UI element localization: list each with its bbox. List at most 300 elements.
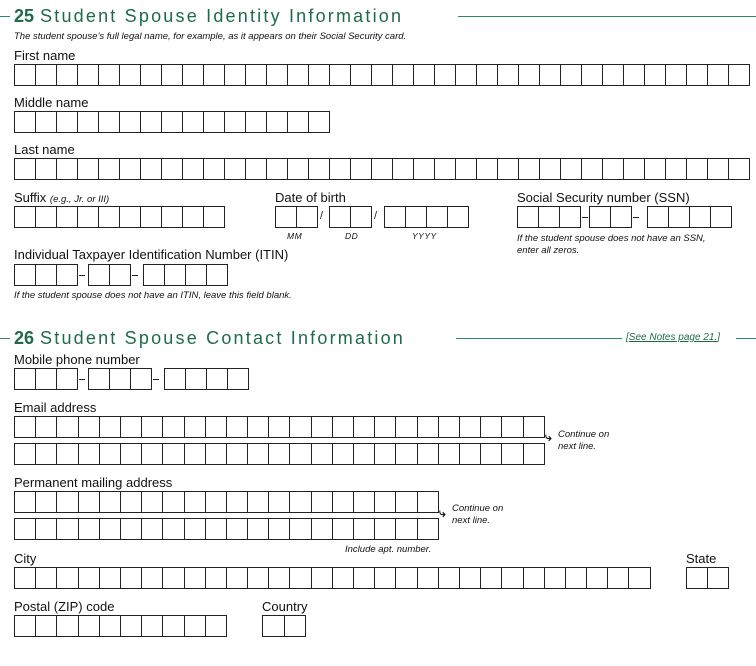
character-box[interactable] <box>140 111 162 133</box>
character-box[interactable] <box>14 111 36 133</box>
character-box[interactable] <box>226 567 248 589</box>
character-box[interactable] <box>205 567 227 589</box>
character-box[interactable] <box>308 158 330 180</box>
character-box[interactable] <box>120 518 142 540</box>
character-box[interactable] <box>14 567 36 589</box>
character-box[interactable] <box>287 111 309 133</box>
mobile-part2-field[interactable] <box>88 368 152 390</box>
character-box[interactable] <box>417 518 439 540</box>
character-box[interactable] <box>182 206 204 228</box>
character-box[interactable] <box>78 416 100 438</box>
section-25-number: 25 <box>14 6 35 26</box>
dob-month-field[interactable] <box>275 206 318 228</box>
character-box[interactable] <box>287 64 309 86</box>
character-box[interactable] <box>332 567 354 589</box>
character-box[interactable] <box>140 206 162 228</box>
character-box[interactable] <box>413 158 435 180</box>
character-box[interactable] <box>586 567 608 589</box>
character-box[interactable] <box>581 64 603 86</box>
character-box[interactable] <box>438 443 460 465</box>
character-box[interactable] <box>224 64 246 86</box>
character-box[interactable] <box>78 491 100 513</box>
character-box[interactable] <box>56 518 78 540</box>
character-box[interactable] <box>35 416 57 438</box>
character-box[interactable] <box>245 64 267 86</box>
character-box[interactable] <box>56 206 78 228</box>
character-box[interactable] <box>497 158 519 180</box>
character-box[interactable] <box>120 443 142 465</box>
character-box[interactable] <box>184 518 206 540</box>
character-box[interactable] <box>119 158 141 180</box>
character-box[interactable] <box>185 264 207 286</box>
address-line-2-field[interactable] <box>14 518 439 540</box>
character-box[interactable] <box>182 64 204 86</box>
character-box[interactable] <box>35 567 57 589</box>
character-box[interactable] <box>565 567 587 589</box>
character-box[interactable] <box>206 368 228 390</box>
character-box[interactable] <box>607 567 629 589</box>
character-box[interactable] <box>120 416 142 438</box>
character-box[interactable] <box>141 567 163 589</box>
character-box[interactable] <box>268 416 290 438</box>
character-box[interactable] <box>164 368 186 390</box>
character-box[interactable] <box>311 491 333 513</box>
character-box[interactable] <box>644 64 666 86</box>
character-box[interactable] <box>417 416 439 438</box>
character-box[interactable] <box>161 158 183 180</box>
ssn-part2-field[interactable] <box>589 206 632 228</box>
character-box[interactable] <box>205 443 227 465</box>
character-box[interactable] <box>226 443 248 465</box>
character-box[interactable] <box>99 567 121 589</box>
character-box[interactable] <box>284 615 307 637</box>
character-box[interactable] <box>501 567 523 589</box>
city-field[interactable] <box>14 567 651 589</box>
character-box[interactable] <box>245 111 267 133</box>
character-box[interactable] <box>140 158 162 180</box>
character-box[interactable] <box>628 567 650 589</box>
character-box[interactable] <box>35 368 57 390</box>
character-box[interactable] <box>559 206 581 228</box>
character-box[interactable] <box>392 158 414 180</box>
ssn-part3-field[interactable] <box>647 206 732 228</box>
character-box[interactable] <box>413 64 435 86</box>
character-box[interactable] <box>665 64 687 86</box>
address-continue-line-2: next line. <box>452 515 491 526</box>
character-box[interactable] <box>184 491 206 513</box>
character-box[interactable] <box>623 158 645 180</box>
character-box[interactable] <box>98 158 120 180</box>
character-box[interactable] <box>141 443 163 465</box>
character-box[interactable] <box>14 206 36 228</box>
character-box[interactable] <box>268 491 290 513</box>
character-box[interactable] <box>78 443 100 465</box>
character-box[interactable] <box>14 368 36 390</box>
character-box[interactable] <box>539 158 561 180</box>
character-box[interactable] <box>501 416 523 438</box>
character-box[interactable] <box>497 64 519 86</box>
state-label: State <box>686 551 717 566</box>
character-box[interactable] <box>141 518 163 540</box>
character-box[interactable] <box>35 206 57 228</box>
character-box[interactable] <box>162 518 184 540</box>
character-box[interactable] <box>109 264 131 286</box>
character-box[interactable] <box>560 158 582 180</box>
character-box[interactable] <box>77 64 99 86</box>
middle-name-field[interactable] <box>14 111 330 133</box>
character-box[interactable] <box>99 615 121 637</box>
character-box[interactable] <box>99 443 121 465</box>
character-box[interactable] <box>226 491 248 513</box>
character-box[interactable] <box>455 64 477 86</box>
character-box[interactable] <box>120 567 142 589</box>
character-box[interactable] <box>226 416 248 438</box>
character-box[interactable] <box>119 206 141 228</box>
character-box[interactable] <box>459 443 481 465</box>
character-box[interactable] <box>308 111 330 133</box>
character-box[interactable] <box>247 491 269 513</box>
character-box[interactable] <box>182 158 204 180</box>
character-box[interactable] <box>426 206 448 228</box>
character-box[interactable] <box>162 615 184 637</box>
character-box[interactable] <box>56 64 78 86</box>
zip-label: Postal (ZIP) code <box>14 599 115 614</box>
character-box[interactable] <box>476 158 498 180</box>
character-box[interactable] <box>98 111 120 133</box>
character-box[interactable] <box>447 206 469 228</box>
character-box[interactable] <box>710 206 732 228</box>
character-box[interactable] <box>184 567 206 589</box>
character-box[interactable] <box>56 158 78 180</box>
character-box[interactable] <box>203 206 225 228</box>
dob-day-field[interactable] <box>329 206 372 228</box>
character-box[interactable] <box>185 368 207 390</box>
character-box[interactable] <box>517 206 539 228</box>
character-box[interactable] <box>332 443 354 465</box>
suffix-label-text: Suffix <box>14 190 47 205</box>
character-box[interactable] <box>266 64 288 86</box>
character-box[interactable] <box>164 264 186 286</box>
character-box[interactable] <box>266 111 288 133</box>
country-field[interactable] <box>262 615 306 637</box>
character-box[interactable] <box>161 206 183 228</box>
mobile-part1-field[interactable] <box>14 368 78 390</box>
mobile-part3-field[interactable] <box>164 368 249 390</box>
character-box[interactable] <box>374 443 396 465</box>
character-box[interactable] <box>518 64 540 86</box>
character-box[interactable] <box>480 567 502 589</box>
character-box[interactable] <box>395 567 417 589</box>
character-box[interactable] <box>353 491 375 513</box>
character-box[interactable] <box>707 567 729 589</box>
character-box[interactable] <box>35 491 57 513</box>
character-box[interactable] <box>162 567 184 589</box>
character-box[interactable] <box>350 206 372 228</box>
character-box[interactable] <box>203 64 225 86</box>
itin-part3-field[interactable] <box>143 264 228 286</box>
character-box[interactable] <box>623 64 645 86</box>
character-box[interactable] <box>77 206 99 228</box>
character-box[interactable] <box>501 443 523 465</box>
character-box[interactable] <box>99 518 121 540</box>
character-box[interactable] <box>395 518 417 540</box>
notes-link-text[interactable]: See Notes page 21. <box>628 332 718 343</box>
character-box[interactable] <box>56 416 78 438</box>
character-box[interactable] <box>14 64 36 86</box>
character-box[interactable] <box>35 443 57 465</box>
character-box[interactable] <box>353 416 375 438</box>
character-box[interactable] <box>707 158 729 180</box>
character-box[interactable] <box>395 416 417 438</box>
zip-field[interactable] <box>14 615 227 637</box>
character-box[interactable] <box>455 158 477 180</box>
character-box[interactable] <box>205 491 227 513</box>
address-line-1-field[interactable] <box>14 491 439 513</box>
character-box[interactable] <box>581 158 603 180</box>
character-box[interactable] <box>184 615 206 637</box>
character-box[interactable] <box>311 567 333 589</box>
character-box[interactable] <box>395 491 417 513</box>
character-box[interactable] <box>78 518 100 540</box>
character-box[interactable] <box>119 111 141 133</box>
character-box[interactable] <box>434 64 456 86</box>
character-box[interactable] <box>289 443 311 465</box>
character-box[interactable] <box>480 443 502 465</box>
character-box[interactable] <box>374 518 396 540</box>
character-box[interactable] <box>205 615 227 637</box>
character-box[interactable] <box>374 416 396 438</box>
character-box[interactable] <box>289 416 311 438</box>
character-box[interactable] <box>56 368 78 390</box>
character-box[interactable] <box>141 615 163 637</box>
character-box[interactable] <box>184 443 206 465</box>
character-box[interactable] <box>35 615 57 637</box>
character-box[interactable] <box>247 416 269 438</box>
last-name-field[interactable] <box>14 158 750 180</box>
character-box[interactable] <box>459 567 481 589</box>
character-box[interactable] <box>728 158 750 180</box>
itin-part2-field[interactable] <box>88 264 131 286</box>
middle-name-label: Middle name <box>14 95 89 110</box>
character-box[interactable] <box>610 206 632 228</box>
character-box[interactable] <box>162 443 184 465</box>
character-box[interactable] <box>14 416 36 438</box>
character-box[interactable] <box>56 491 78 513</box>
character-box[interactable] <box>161 64 183 86</box>
suffix-field[interactable] <box>14 206 225 228</box>
character-box[interactable] <box>14 615 36 637</box>
character-box[interactable] <box>98 64 120 86</box>
character-box[interactable] <box>644 158 666 180</box>
character-box[interactable] <box>518 158 540 180</box>
character-box[interactable] <box>523 443 545 465</box>
character-box[interactable] <box>417 567 439 589</box>
character-box[interactable] <box>14 491 36 513</box>
state-field[interactable] <box>686 567 729 589</box>
character-box[interactable] <box>392 64 414 86</box>
character-box[interactable] <box>162 491 184 513</box>
character-box[interactable] <box>707 64 729 86</box>
character-box[interactable] <box>109 368 131 390</box>
character-box[interactable] <box>14 443 36 465</box>
itin-part1-field[interactable] <box>14 264 78 286</box>
character-box[interactable] <box>184 416 206 438</box>
character-box[interactable] <box>162 416 184 438</box>
character-box[interactable] <box>98 206 120 228</box>
character-box[interactable] <box>35 111 57 133</box>
character-box[interactable] <box>332 518 354 540</box>
dob-label: Date of birth <box>275 190 346 205</box>
character-box[interactable] <box>332 491 354 513</box>
see-notes-link[interactable] <box>626 332 720 343</box>
email-line-2-field[interactable] <box>14 443 545 465</box>
character-box[interactable] <box>247 567 269 589</box>
character-box[interactable] <box>308 64 330 86</box>
character-box[interactable] <box>120 491 142 513</box>
character-box[interactable] <box>161 111 183 133</box>
character-box[interactable] <box>289 491 311 513</box>
character-box[interactable] <box>268 518 290 540</box>
character-box[interactable] <box>589 206 611 228</box>
character-box[interactable] <box>480 416 502 438</box>
character-box[interactable] <box>182 111 204 133</box>
character-box[interactable] <box>538 206 560 228</box>
character-box[interactable] <box>14 158 36 180</box>
character-box[interactable] <box>35 264 57 286</box>
dob-year-field[interactable] <box>384 206 469 228</box>
character-box[interactable] <box>353 443 375 465</box>
first-name-field[interactable] <box>14 64 750 86</box>
character-box[interactable] <box>353 518 375 540</box>
character-box[interactable] <box>686 64 708 86</box>
character-box[interactable] <box>332 416 354 438</box>
character-box[interactable] <box>665 158 687 180</box>
apt-note: Include apt. number. <box>345 544 432 555</box>
character-box[interactable] <box>647 206 669 228</box>
character-box[interactable] <box>56 567 78 589</box>
character-box[interactable] <box>329 158 351 180</box>
character-box[interactable] <box>668 206 690 228</box>
character-box[interactable] <box>226 518 248 540</box>
character-box[interactable] <box>206 264 228 286</box>
character-box[interactable] <box>78 567 100 589</box>
character-box[interactable] <box>287 158 309 180</box>
character-box[interactable] <box>544 567 566 589</box>
character-box[interactable] <box>227 368 249 390</box>
character-box[interactable] <box>203 111 225 133</box>
character-box[interactable] <box>523 416 545 438</box>
character-box[interactable] <box>35 64 57 86</box>
character-box[interactable] <box>374 567 396 589</box>
character-box[interactable] <box>689 206 711 228</box>
character-box[interactable] <box>14 518 36 540</box>
character-box[interactable] <box>275 206 297 228</box>
character-box[interactable] <box>247 443 269 465</box>
character-box[interactable] <box>99 416 121 438</box>
character-box[interactable] <box>350 64 372 86</box>
character-box[interactable] <box>120 615 142 637</box>
character-box[interactable] <box>476 64 498 86</box>
character-box[interactable] <box>247 518 269 540</box>
character-box[interactable] <box>130 368 152 390</box>
character-box[interactable] <box>143 264 165 286</box>
character-box[interactable] <box>405 206 427 228</box>
email-label: Email address <box>14 400 97 415</box>
character-box[interactable] <box>141 491 163 513</box>
character-box[interactable] <box>686 567 708 589</box>
character-box[interactable] <box>56 111 78 133</box>
character-box[interactable] <box>686 158 708 180</box>
character-box[interactable] <box>56 264 78 286</box>
character-box[interactable] <box>384 206 406 228</box>
character-box[interactable] <box>329 206 351 228</box>
character-box[interactable] <box>35 158 57 180</box>
character-box[interactable] <box>245 158 267 180</box>
character-box[interactable] <box>141 416 163 438</box>
character-box[interactable] <box>88 264 110 286</box>
character-box[interactable] <box>350 158 372 180</box>
character-box[interactable] <box>353 567 375 589</box>
character-box[interactable] <box>99 491 121 513</box>
character-box[interactable] <box>417 443 439 465</box>
character-box[interactable] <box>560 64 582 86</box>
character-box[interactable] <box>438 567 460 589</box>
character-box[interactable] <box>56 443 78 465</box>
character-box[interactable] <box>311 416 333 438</box>
character-box[interactable] <box>205 518 227 540</box>
character-box[interactable] <box>224 158 246 180</box>
character-box[interactable] <box>459 416 481 438</box>
character-box[interactable] <box>371 64 393 86</box>
character-box[interactable] <box>77 111 99 133</box>
character-box[interactable] <box>395 443 417 465</box>
character-box[interactable] <box>296 206 318 228</box>
character-box[interactable] <box>268 567 290 589</box>
character-box[interactable] <box>434 158 456 180</box>
character-box[interactable] <box>438 416 460 438</box>
character-box[interactable] <box>417 491 439 513</box>
character-box[interactable] <box>262 615 285 637</box>
character-box[interactable] <box>602 64 624 86</box>
email-line-1-field[interactable] <box>14 416 545 438</box>
character-box[interactable] <box>374 491 396 513</box>
character-box[interactable] <box>56 615 78 637</box>
character-box[interactable] <box>523 567 545 589</box>
character-box[interactable] <box>329 64 351 86</box>
character-box[interactable] <box>224 111 246 133</box>
character-box[interactable] <box>311 518 333 540</box>
character-box[interactable] <box>311 443 333 465</box>
character-box[interactable] <box>14 264 36 286</box>
character-box[interactable] <box>88 368 110 390</box>
character-box[interactable] <box>266 158 288 180</box>
character-box[interactable] <box>35 518 57 540</box>
character-box[interactable] <box>728 64 750 86</box>
character-box[interactable] <box>539 64 561 86</box>
character-box[interactable] <box>77 158 99 180</box>
character-box[interactable] <box>119 64 141 86</box>
ssn-part1-field[interactable] <box>517 206 581 228</box>
character-box[interactable] <box>140 64 162 86</box>
character-box[interactable] <box>205 416 227 438</box>
character-box[interactable] <box>602 158 624 180</box>
character-box[interactable] <box>371 158 393 180</box>
character-box[interactable] <box>289 567 311 589</box>
character-box[interactable] <box>203 158 225 180</box>
character-box[interactable] <box>268 443 290 465</box>
character-box[interactable] <box>289 518 311 540</box>
character-box[interactable] <box>78 615 100 637</box>
